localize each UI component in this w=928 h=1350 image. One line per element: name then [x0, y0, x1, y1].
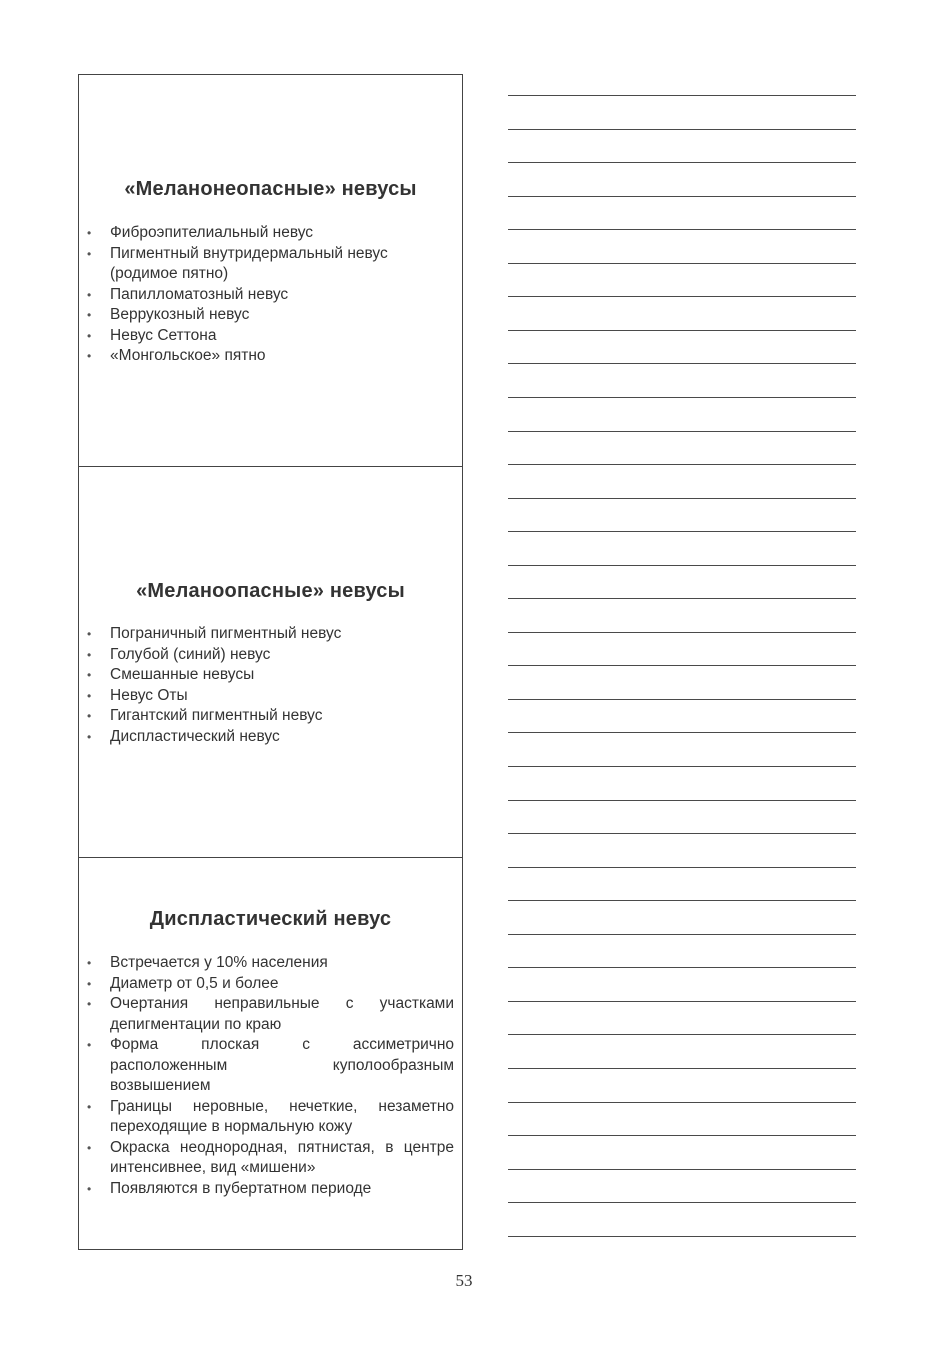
note-line [508, 732, 856, 733]
list-item: • Очертания неправильные с участками депигментации по краю [85, 994, 454, 1035]
list-item: • Гигантский пигментный невус [85, 706, 454, 727]
note-line [508, 363, 856, 364]
note-line [508, 1102, 856, 1103]
slides-column [78, 74, 463, 1250]
note-line [508, 900, 856, 901]
list-item: • Голубой (синий) невус [85, 645, 454, 666]
note-line [508, 129, 856, 130]
list-item: • Встречается у 10% населения [85, 953, 454, 974]
note-line [508, 263, 856, 264]
note-line [508, 196, 856, 197]
note-line [508, 934, 856, 935]
slide-melanoopasnye [79, 466, 462, 857]
note-line [508, 1236, 856, 1237]
note-line [508, 665, 856, 666]
note-line [508, 1202, 856, 1203]
note-line [508, 1034, 856, 1035]
slide-title: Диспластический невус [149, 908, 392, 930]
bullet-list [85, 223, 454, 367]
note-line [508, 1169, 856, 1170]
list-item: • Диаметр от 0,5 и более [85, 974, 454, 995]
note-line [508, 1001, 856, 1002]
list-item: • «Монгольское» пятно [85, 346, 454, 367]
note-line [508, 162, 856, 163]
note-line [508, 229, 856, 230]
note-line [508, 766, 856, 767]
bullet-list [85, 624, 454, 747]
note-line [508, 397, 856, 398]
note-line [508, 330, 856, 331]
list-item: • Появляются в пубертатном периоде [85, 1179, 454, 1200]
note-line [508, 800, 856, 801]
note-line [508, 464, 856, 465]
note-line [508, 867, 856, 868]
slide-melanoneopasnye [79, 75, 462, 466]
slide-displasticheskiy [79, 857, 462, 1249]
note-line [508, 95, 856, 96]
list-item: • Форма плоская с ассиметрично расположенным куполообразным возвышением [85, 1035, 454, 1097]
bullet-list [85, 953, 454, 1199]
note-line [508, 565, 856, 566]
list-item: • Диспластический невус [85, 727, 454, 748]
slide-title: «Меланоопасные» невусы [136, 580, 405, 602]
note-line [508, 431, 856, 432]
list-item: • Папилломатозный невус [85, 285, 454, 306]
list-item: • Смешанные невусы [85, 665, 454, 686]
list-item: • Невус Сеттона [85, 326, 454, 347]
slide-title: «Меланонеопасные» невусы [124, 178, 417, 200]
note-line [508, 296, 856, 297]
note-line [508, 531, 856, 532]
page-number: 53 [455, 1271, 473, 1290]
note-line [508, 967, 856, 968]
note-line [508, 699, 856, 700]
note-line [508, 833, 856, 834]
notes-lines [508, 0, 856, 1260]
list-item: • Невус Оты [85, 686, 454, 707]
note-line [508, 1068, 856, 1069]
list-item: • Окраска неоднородная, пятнистая, в центре интенсивнее, вид «мишени» [85, 1138, 454, 1179]
note-line [508, 598, 856, 599]
note-line [508, 632, 856, 633]
list-item: • Веррукозный невус [85, 305, 454, 326]
list-item: • Границы неровные, нечеткие, незаметно переходящие в нормальную кожу [85, 1097, 454, 1138]
list-item: • Пограничный пигментный невус [85, 624, 454, 645]
note-line [508, 498, 856, 499]
list-item: • Фиброэпителиальный невус [85, 223, 454, 244]
list-item: • Пигментный внутридермальный невус (родимое пятно) [85, 244, 454, 285]
note-line [508, 1135, 856, 1136]
